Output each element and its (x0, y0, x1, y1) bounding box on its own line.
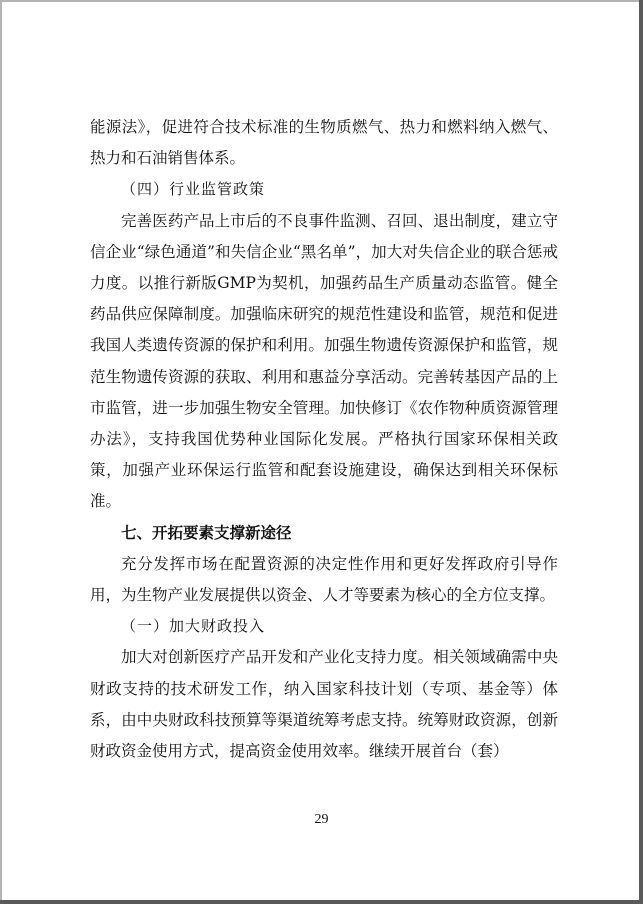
page-border-right (639, 0, 643, 904)
page-border-bottom (0, 900, 643, 904)
page-number: 29 (314, 812, 329, 827)
chapter-heading-factor-support: 七、开拓要素支撑新途径 (121, 523, 292, 542)
paragraph-fiscal-investment: 加大对创新医疗产品开发和产业化支持力度。相关领域确需中央财政支持的技术研发工作，纳入国家科技计划（专项、基金等）体系，由中央财政科技预算等渠道统筹考虑支持。统筹财政资源，创新财政资金使用方式，提高资金使用效率。继续开展首台（套） (90, 648, 558, 761)
page-body (90, 112, 558, 767)
page-border-top (0, 0, 643, 2)
paragraph-continued: 能源法》，促进符合技术标准的生物质燃气、热力和燃料纳入燃气、热力和石油销售体系。 (90, 118, 558, 168)
section-heading-fiscal-investment: （一）加大财政投入 (121, 617, 266, 636)
paragraph-regulatory-policy: 完善医药产品上市后的不良事件监测、召回、退出制度，建立守信企业“绿色通道”和失信企业“黑名单”，加大对失信企业的联合惩戒力度。以推行新版GMP为契机，加强药品生产质量动态监管。健全药品供应保障制度。加强临床研究的规范性建设和监管，规范和促进我国人类遗传资源的保护和利用。加强生物遗传资源保护和监管，规范生物遗传资源的获取、利用和惠益分享活动。完善转基因产品的上市监管，进一步加强生物安全管理。加快修订《农作物种质资源管理办法》，支持我国优势种业国际化发展。严格执行国家环保相关政策，加强产业环保运行监管和配套设施建设，确保达到相关环保标准。 (90, 211, 558, 511)
paragraph-factor-support: 充分发挥市场在配置资源的决定性作用和更好发挥政府引导作用，为生物产业发展提供以资金、人才等要素为核心的全方位支撑。 (90, 554, 558, 605)
section-heading-regulatory-policy: （四）行业监管政策 (121, 180, 266, 199)
page-border-left (0, 0, 2, 904)
